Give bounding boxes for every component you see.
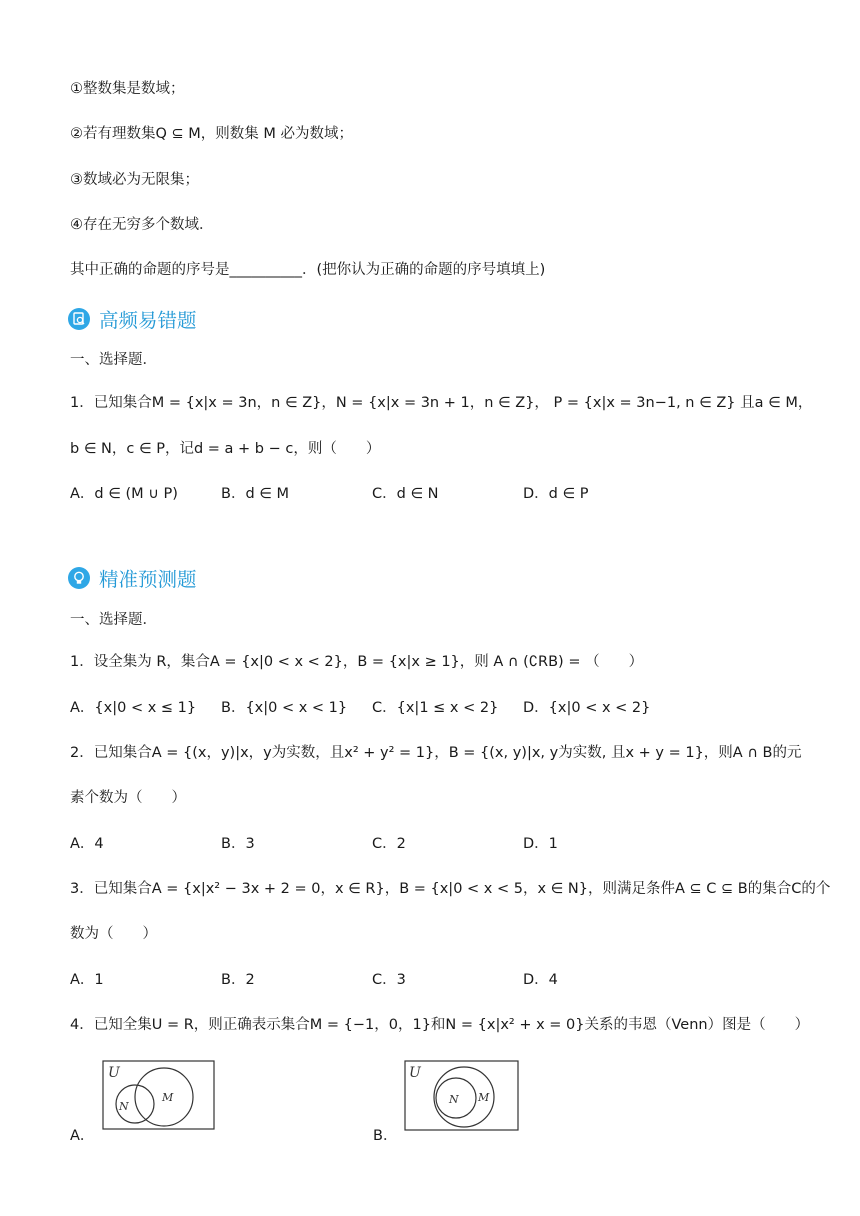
statement-1: ①整数集是数域； xyxy=(70,81,185,97)
question-1-options xyxy=(70,696,674,717)
option-d: D．{x|0 < x < 2} xyxy=(523,700,651,716)
option-b: B．{x|0 < x < 1} xyxy=(221,700,348,716)
question-2-line-2: 素个数为（ ） xyxy=(70,790,186,806)
section-title: 精准预测题 xyxy=(99,568,197,591)
option-b-label: B． xyxy=(373,1128,398,1144)
option-d: D．1 xyxy=(523,836,558,852)
subsection-label: 一、选择题． xyxy=(70,612,157,628)
option-b: B．2 xyxy=(221,972,255,988)
venn-label-n: N xyxy=(449,1093,459,1106)
option-a: A．1 xyxy=(70,972,104,988)
venn-label-n: N xyxy=(119,1100,129,1113)
venn-label-u: U xyxy=(108,1065,120,1081)
venn-label-m: M xyxy=(478,1091,490,1104)
question-2-line-1: 2．已知集合A = {(x，y)|x，y为实数，且x² + y² = 1}，B = {(x, y)|x, y为实数, 且x + y = 1}，则A ∩ B的元 xyxy=(70,745,802,761)
lightbulb-icon xyxy=(68,567,90,589)
fill-in-question: 其中正确的命题的序号是__________．(把你认为正确的命题的序号填填上) xyxy=(70,262,546,278)
venn-label-u: U xyxy=(409,1065,421,1081)
option-a: A．d ∈ (M ∪ P) xyxy=(70,486,178,502)
option-c: C．{x|1 ≤ x < 2} xyxy=(372,700,499,716)
option-c: C．2 xyxy=(372,836,406,852)
option-a: A．{x|0 < x ≤ 1} xyxy=(70,700,197,716)
question-1: 1．设全集为 R，集合A = {x|0 < x < 2}，B = {x|x ≥ 1}，则 A ∩ (∁RB) = （ ） xyxy=(70,654,644,670)
question-1-line-1: 1．已知集合M = {x|x = 3n，n ∈ Z}，N = {x|x = 3n + 1，n ∈ Z}， P = {x|x = 3n−1, n ∈ Z} 且a ∈ M， xyxy=(70,395,813,411)
question-3-line-2: 数为（ ） xyxy=(70,926,157,942)
option-d: D．d ∈ P xyxy=(523,486,589,502)
question-1-line-2: b ∈ N，c ∈ P，记d = a + b − c，则（ ） xyxy=(70,441,381,457)
question-1-options xyxy=(70,482,674,503)
question-3-options xyxy=(70,968,674,989)
section-heading-predict xyxy=(68,564,197,592)
venn-label-m: M xyxy=(162,1091,174,1104)
question-4: 4．已知全集U = R，则正确表示集合M = {−1，0，1}和N = {x|x² + x = 0}关系的韦恩（Venn）图是（ ） xyxy=(70,1017,810,1033)
section-title: 高频易错题 xyxy=(99,309,197,332)
option-c: C．d ∈ N xyxy=(372,486,439,502)
question-2-options xyxy=(70,832,674,853)
option-b: B．3 xyxy=(221,836,255,852)
option-d: D．4 xyxy=(523,972,558,988)
subsection-label: 一、选择题． xyxy=(70,352,157,368)
option-a: A．4 xyxy=(70,836,104,852)
option-a-label: A． xyxy=(70,1128,95,1144)
section-heading-high-error xyxy=(68,305,197,333)
question-3-line-1: 3．已知集合A = {x|x² − 3x + 2 = 0，x ∈ R}，B = {x|0 < x < 5，x ∈ N}，则满足条件A ⊆ C ⊆ B的集合C的个 xyxy=(70,881,831,897)
venn-diagram-a xyxy=(102,1060,216,1132)
magnifier-icon xyxy=(68,308,90,330)
statement-3: ③数域必为无限集； xyxy=(70,172,199,188)
option-c: C．3 xyxy=(372,972,406,988)
option-b: B．d ∈ M xyxy=(221,486,290,502)
statement-2: ②若有理数集Q ⊆ M，则数集 M 必为数域； xyxy=(70,126,354,142)
statement-4: ④存在无穷多个数域． xyxy=(70,217,214,233)
venn-diagram-b xyxy=(404,1060,520,1132)
